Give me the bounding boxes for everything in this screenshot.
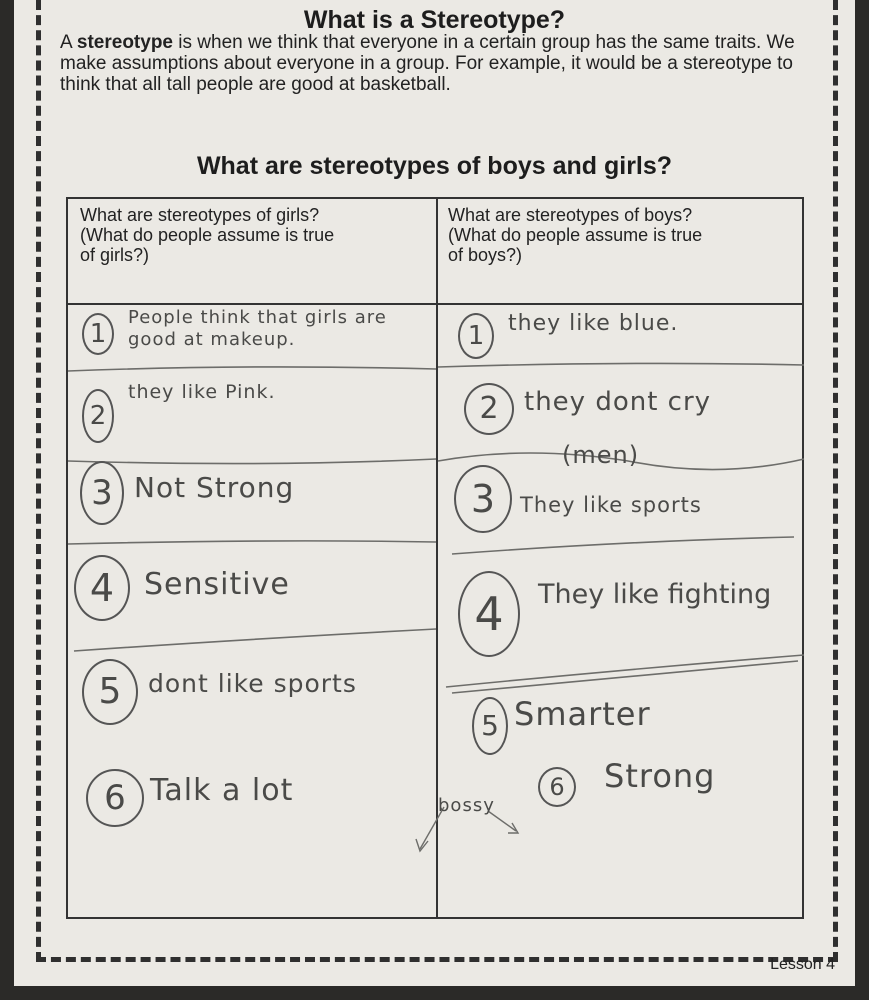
boys-answer-text: They like fighting <box>538 579 772 610</box>
boys-answer-text: they like blue. <box>508 311 679 336</box>
girls-answer-number: 3 <box>80 461 124 525</box>
girls-header-line: What are stereotypes of girls? <box>80 205 320 225</box>
boys-header-line: What are stereotypes of boys? <box>448 205 693 225</box>
boys-answer-number: 2 <box>464 383 514 435</box>
girls-answer-number: 2 <box>82 389 114 443</box>
boys-answer-number: 3 <box>454 465 512 533</box>
girls-answer-number: 6 <box>86 769 144 827</box>
girls-answer-number: 4 <box>74 555 130 621</box>
boys-answer-text: they dont cry <box>524 387 712 417</box>
girls-answer-text: Talk a lot <box>150 773 294 808</box>
worksheet-paper <box>14 0 855 986</box>
intro-paragraph <box>60 32 800 95</box>
boys-answer-text: Strong <box>604 757 716 795</box>
girls-answer-text: Not Strong <box>134 471 295 504</box>
boys-answer-number: 4 <box>458 571 520 657</box>
shared-note: bossy <box>438 795 495 816</box>
stereotypes-table <box>66 197 804 919</box>
boys-header-line: (What do people assume is true <box>448 225 703 245</box>
girls-column-header <box>80 205 428 265</box>
boys-column-header <box>448 205 796 265</box>
boys-header-line: of boys?) <box>448 245 523 265</box>
girls-answer-text: they like Pink. <box>128 381 276 403</box>
girls-answer-number: 5 <box>82 659 138 725</box>
boys-answer-number: 6 <box>538 767 576 807</box>
boys-answer-text: (men) <box>562 441 640 469</box>
girls-answer-text: dont like sports <box>148 669 357 698</box>
girls-answer-number: 1 <box>82 313 114 355</box>
girls-header-line: (What do people assume is true <box>80 225 335 245</box>
worksheet-title: What is a Stereotype? <box>303 6 566 34</box>
header-rule <box>68 303 802 305</box>
boys-answer-text: Smarter <box>514 695 651 733</box>
girls-answer-text: Sensitive <box>144 567 290 602</box>
boys-answer-number: 5 <box>472 697 508 755</box>
intro-prefix: A <box>60 32 77 53</box>
boys-answer-text: They like sports <box>520 493 702 517</box>
girls-header-line: of girls?) <box>80 245 150 265</box>
girls-answer-text: good at makeup. <box>128 329 296 350</box>
girls-answer-text: People think that girls are <box>128 307 387 328</box>
intro-rest: is when we think that everyone in a certain group has the same traits. We make assumptions about everyone in a group. For example, it would be a stereotype to think that all tall people are good at basketball. <box>60 32 795 95</box>
lesson-label: Lesson 4 <box>770 956 835 973</box>
boys-answer-number: 1 <box>458 313 494 359</box>
intro-term: stereotype <box>76 32 174 53</box>
table-title: What are stereotypes of boys and girls? <box>196 152 673 180</box>
